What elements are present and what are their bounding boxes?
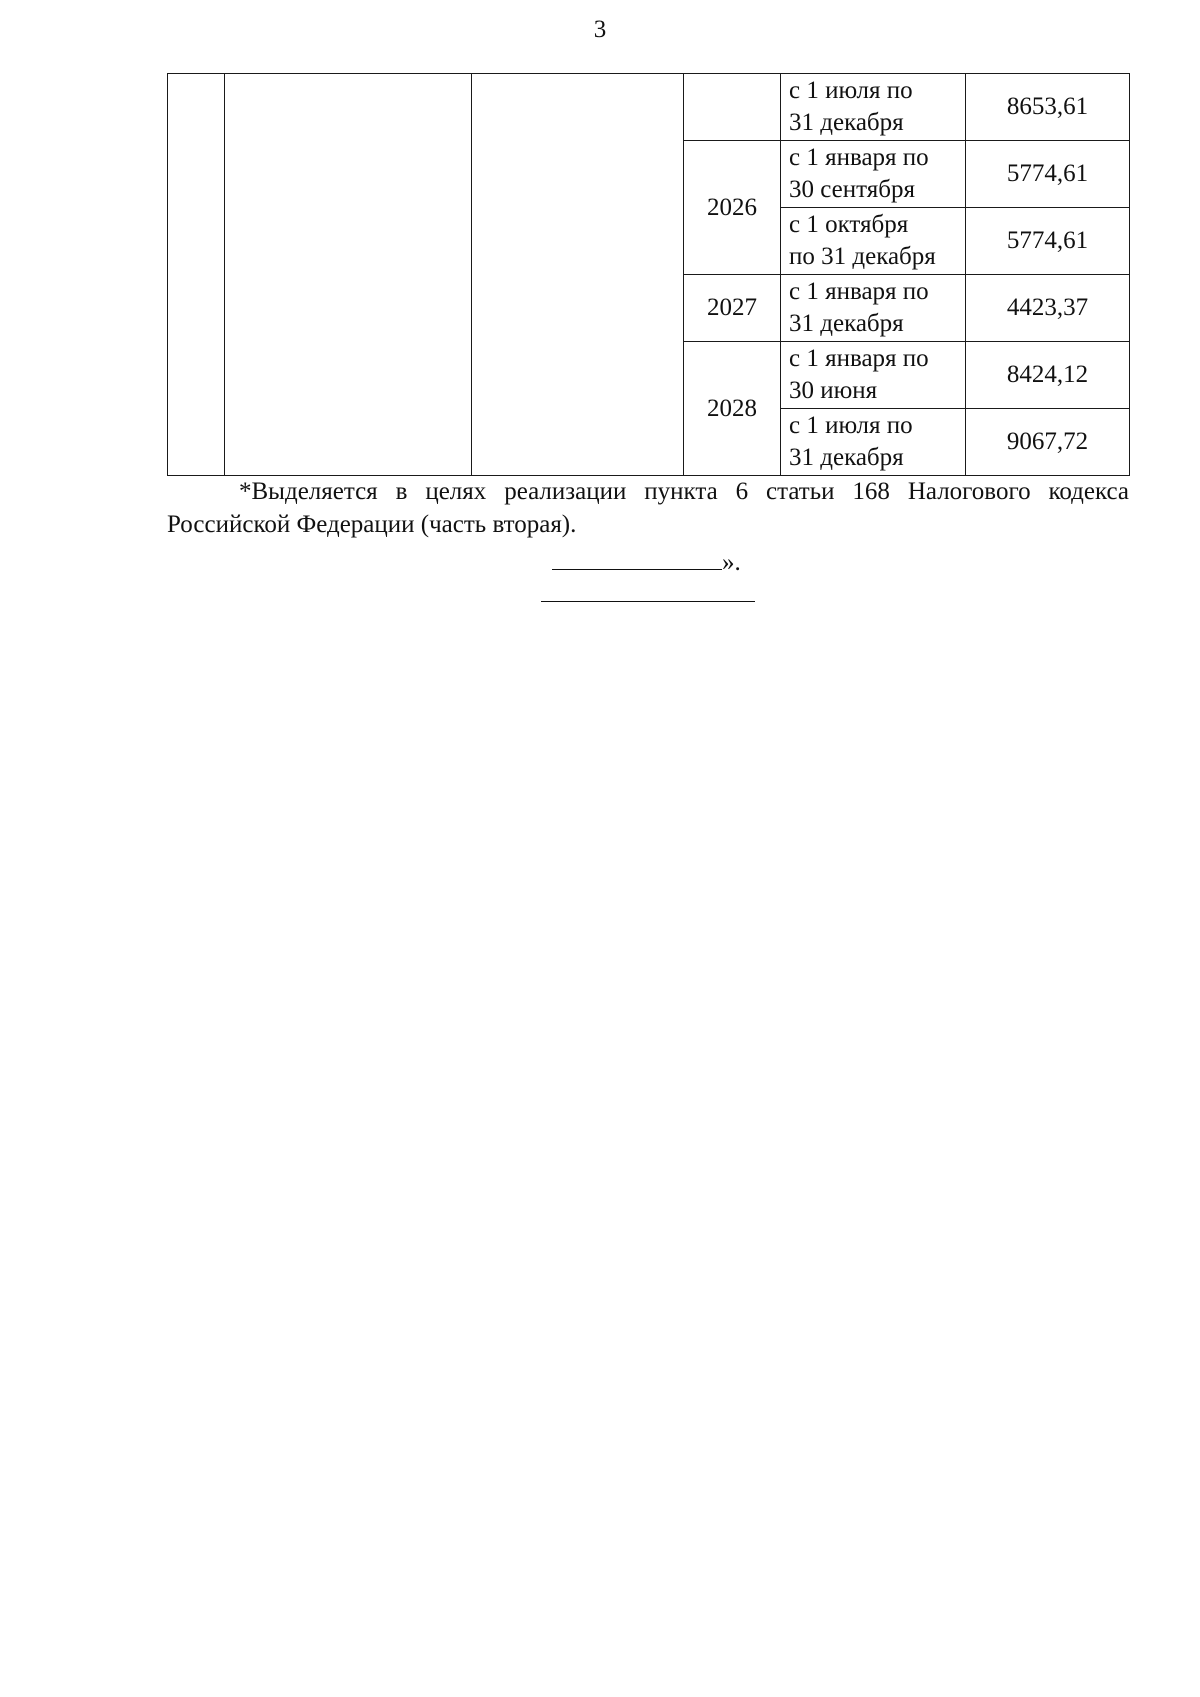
period-line: с 1 июля по — [789, 412, 913, 439]
year-cell: 2026 — [684, 141, 781, 275]
year-cell: 2027 — [684, 275, 781, 342]
closing-quote: ». — [722, 549, 741, 576]
tariff-value-cell: 5774,61 — [966, 141, 1130, 208]
tariff-value-cell: 8424,12 — [966, 342, 1130, 409]
organization-column-cell — [225, 74, 472, 476]
tariff-value-cell: 4423,37 — [966, 275, 1130, 342]
period-line: по 31 декабря — [789, 243, 936, 270]
period-line: 31 декабря — [789, 310, 904, 337]
year-cell: 2028 — [684, 342, 781, 476]
end-rule — [541, 601, 755, 602]
period-cell — [781, 141, 966, 208]
tariff-value-cell: 9067,72 — [966, 409, 1130, 476]
period-cell — [781, 409, 966, 476]
tariff-value-cell: 8653,61 — [966, 74, 1130, 141]
year-cell — [684, 74, 781, 141]
footnote — [167, 475, 1129, 541]
blank-underline — [552, 543, 722, 570]
tariff-table — [167, 73, 1130, 476]
period-line: 31 декабря — [789, 444, 904, 471]
table-row — [168, 74, 1130, 141]
period-cell — [781, 74, 966, 141]
footnote-text: *Выделяется в целях реализации пункта 6 статьи 168 Налогового кодекса Российской Федерации (часть вторая). — [167, 478, 1129, 538]
period-line: с 1 октября — [789, 211, 909, 238]
period-line: с 1 июля по — [789, 77, 913, 104]
period-line: с 1 января по — [789, 144, 929, 171]
period-line: с 1 января по — [789, 278, 929, 305]
page-number: 3 — [593, 16, 607, 43]
period-cell — [781, 208, 966, 275]
period-line: 31 декабря — [789, 109, 904, 136]
number-column-cell — [168, 74, 225, 476]
period-cell — [781, 342, 966, 409]
period-line: с 1 января по — [789, 345, 929, 372]
period-cell — [781, 275, 966, 342]
description-column-cell — [472, 74, 684, 476]
closing-mark — [552, 543, 741, 577]
period-line: 30 сентября — [789, 176, 915, 203]
period-line: 30 июня — [789, 377, 878, 404]
tariff-value-cell: 5774,61 — [966, 208, 1130, 275]
